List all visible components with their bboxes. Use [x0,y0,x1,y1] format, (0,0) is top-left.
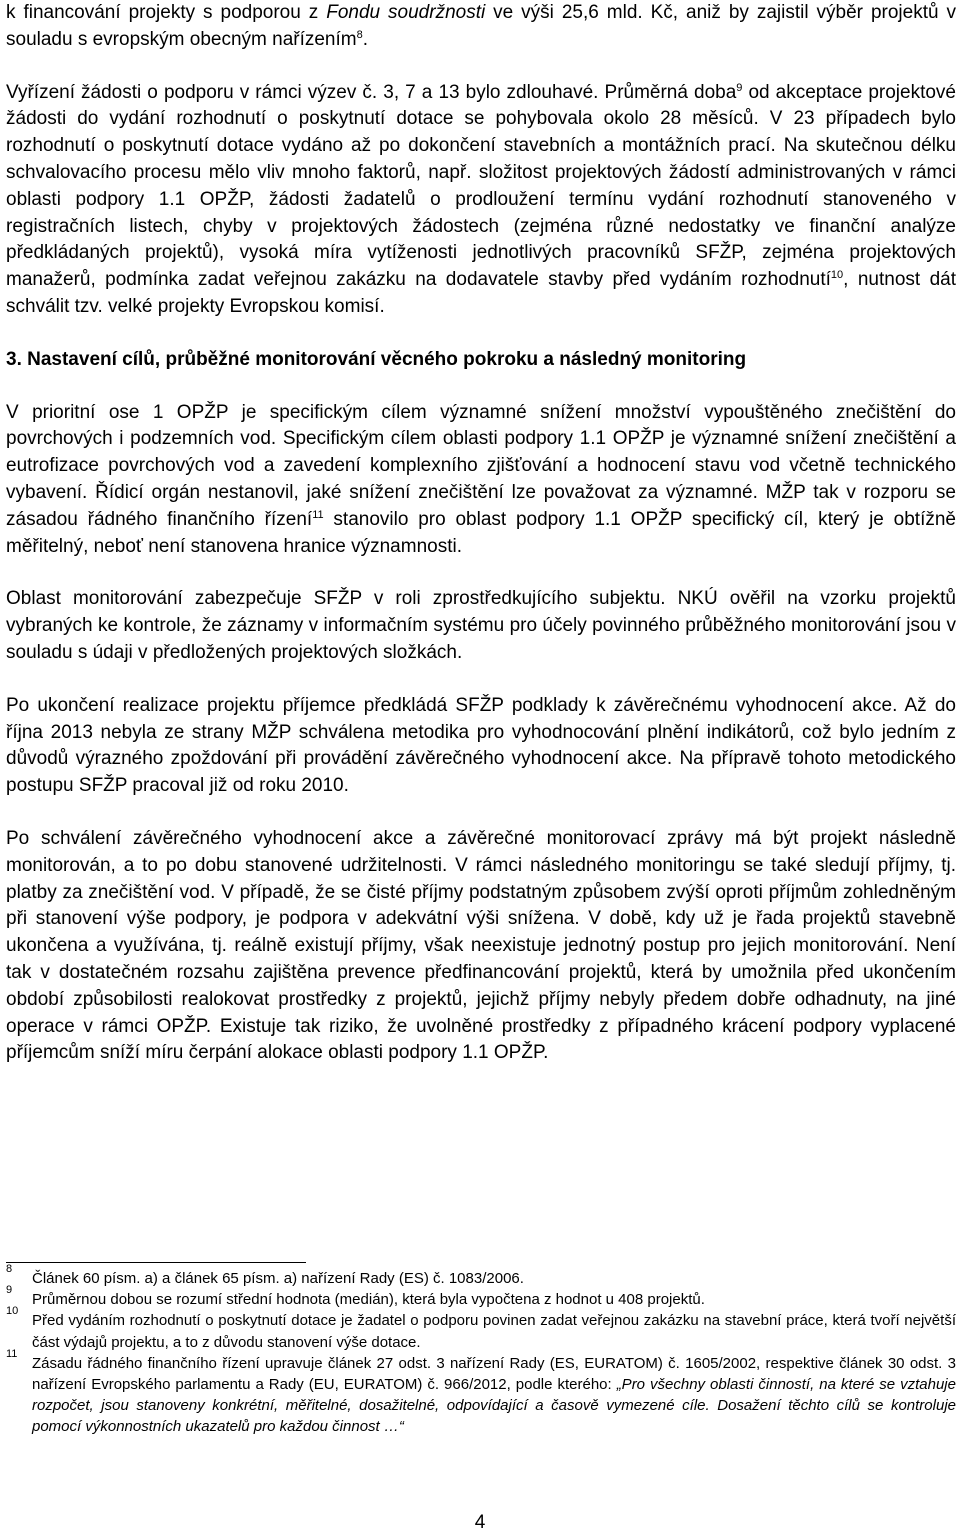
text-run: ve výši 25,6 mld. Kč, aniž by zajistil výběr projektů v souladu s evropským obecným nařízením [6,2,956,50]
footnote-number: 10 [6,1305,19,1318]
text-run: . [362,28,369,50]
text-run: k financování projekty s podporou z [6,2,327,23]
text-run: , nutnost dát schválit tzv. velké projekty Evropskou komisí. [6,269,956,317]
paragraph-monitoring: Oblast monitorování zabezpečuje SFŽP v roli zprostředkujícího subjektu. NKÚ ověřil na vzorku projektů vybraných ke kontrole, že záznamy v informačním systému pro účely povinného průběžného monitorování jsou v souladu s údaji v předložených projektových složkách. [6,588,956,663]
footnotes [6,1263,956,1438]
footnote-text [32,1353,956,1438]
footnote-separator [6,1262,306,1263]
footnote-ref: 9 [736,81,743,94]
paragraph-application-processing [6,80,956,321]
text-run: stanovilo pro oblast podpory 1.1 OPŽP specifický cíl, který je obtížně měřitelný, neboť není stanovena hranice významnosti. [6,508,956,557]
text-run-italic: Fondu soudržnosti [326,2,486,23]
paragraph-follow-up-monitoring: Po schválení závěrečného vyhodnocení akce a závěrečné monitorovací zprávy má být projekt následně monitorován, a to po dobu stanovené udržitelnosti. V rámci následného monitoringu se také sledují příjmy, tj. platby za znečištění vod. V případě, že se čisté příjmy podstatným způsobem zvýší oproti příjmům zohledněným při stanovení výše podpory, je podpora v adekvátní výši snížena. V době, kdy už je řada projektů stavebně ukončena a využívána, tj. reálně existují příjmy, však neexistuje jednotný postup pro jejich monitorování. Není tak v dostatečném rozsahu zajištěna prevence předfinancování projektů, která by umožnila před ukončením období způsobilosti realokovat prostředky z projektů, jejichž příjmy nebyly předem dobře odhadnuty, na jiné operace v rámci OPŽP. Existuje tak riziko, že uvolněné prostředky z případného krácení podpory vyplacené příjemcům sníží míru čerpání alokace oblasti podpory 1.1 OPŽP. [6,827,956,1064]
document-page [6,0,956,1067]
footnote-ref: 11 [312,508,324,521]
footnote-ref: 8 [356,28,363,41]
page-number: 4 [474,1512,486,1533]
footnote-9 [6,1284,956,1310]
section-heading: 3. Nastavení cílů, průběžné monitorování věcného pokroku a následný monitoring [6,348,747,370]
footnote-number: 8 [6,1263,13,1275]
footnote-number: 11 [6,1347,18,1360]
footnote-text: Článek 60 písm. a) a článek 65 písm. a) nařízení Rady (ES) č. 1083/2006. [32,1270,524,1287]
footnote-number: 9 [6,1284,13,1297]
paragraph-specific-objective [6,400,956,561]
paragraph-funding-intro [6,0,956,54]
footnote-quote: „Pro všechny oblasti činností, na které se vztahuje rozpočet, jsou stanoveny konkrétní, měřitelné, dosažitelné, odpovídající a časově vymezené cíle. Dosažení těchto cílů se kontroluje pomocí výkonnostních ukazatelů pro každou činnost …“ [32,1376,956,1436]
text-run: od akceptace projektové žádosti do vydání rozhodnutí o poskytnutí dotace se pohybovala okolo 28 měsíců. V 23 případech bylo rozhodnutí o poskytnutí dotace vydáno až po dokončení stavebních a montážních prací. Na skutečnou délku schvalovacího procesu mělo vliv mnoho faktorů, např. složitost projektových žádostí administrovaných v rámci oblasti podpory 1.1 OPŽP, žádosti žadatelů o prodloužení termínu vydání rozhodnutí stanoveného v registračních listech, chyby v projektových žádostech (zejména různé nedostatky ve finanční analýze předkládaných projektů), vysoká míra vytíženosti jednotlivých pracovníků SFŽP, zejména projektových manažerů, podmínka zadat veřejnou zakázku na dodavatele stavby před vydáním rozhodnutí [6,81,957,291]
footnote-10 [6,1305,956,1352]
footnote-11 [6,1347,956,1438]
text-run: V prioritní ose 1 OPŽP je specifickým cílem významné snížení množství vypouštěného znečištění do povrchových i podzemních vod. Specifickým cílem oblasti podpory 1.1 OPŽP je významné snížení znečištění a eutrofizace povrchových vod a zavedení komplexního zjišťování a hodnocení stavu vod včetně technického vybavení. Řídicí orgán nestanovil, jaké snížení znečištění lze považovat za významné. MŽP tak v rozporu se zásadou řádného finančního řízení [6,401,956,530]
text-run: Zásadu řádného finančního řízení upravuje článek 27 odst. 3 nařízení Rady (ES, EURATOM) č. 1605/2002, respektive článek 30 odst. 3 nařízení Evropského parlamentu a Rady (EU, EURATOM) č. 966/2012, podle kterého: [32,1354,956,1394]
footnote-text: Před vydáním rozhodnutí o poskytnutí dotace je žadatel o podporu povinen zadat veřejnou zakázku na stavební práce, která tvoří největší část výdajů projektu, a to z důvodu stanovení výše dotace. [32,1312,956,1351]
footnote-8 [6,1263,956,1289]
text-run: Vyřízení žádosti o podporu v rámci výzev č. 3, 7 a 13 bylo zdlouhavé. Průměrná doba [6,81,737,103]
footnote-ref: 10 [830,269,844,282]
footnote-text: Průměrnou dobou se rozumí střední hodnota (medián), která byla vypočtena z hodnot u 408 projektů. [32,1291,705,1309]
paragraph-final-evaluation: Po ukončení realizace projektu příjemce předkládá SFŽP podklady k závěrečnému vyhodnocení akce. Až do října 2013 nebyla ze strany MŽP schválena metodika pro vyhodnocování plnění indikátorů, což bylo jedním z důvodů výrazného zpoždování při provádění závěrečného vyhodnocení akce. Na přípravě tohoto metodického postupu SFŽP pracoval již od roku 2010. [6,694,956,797]
